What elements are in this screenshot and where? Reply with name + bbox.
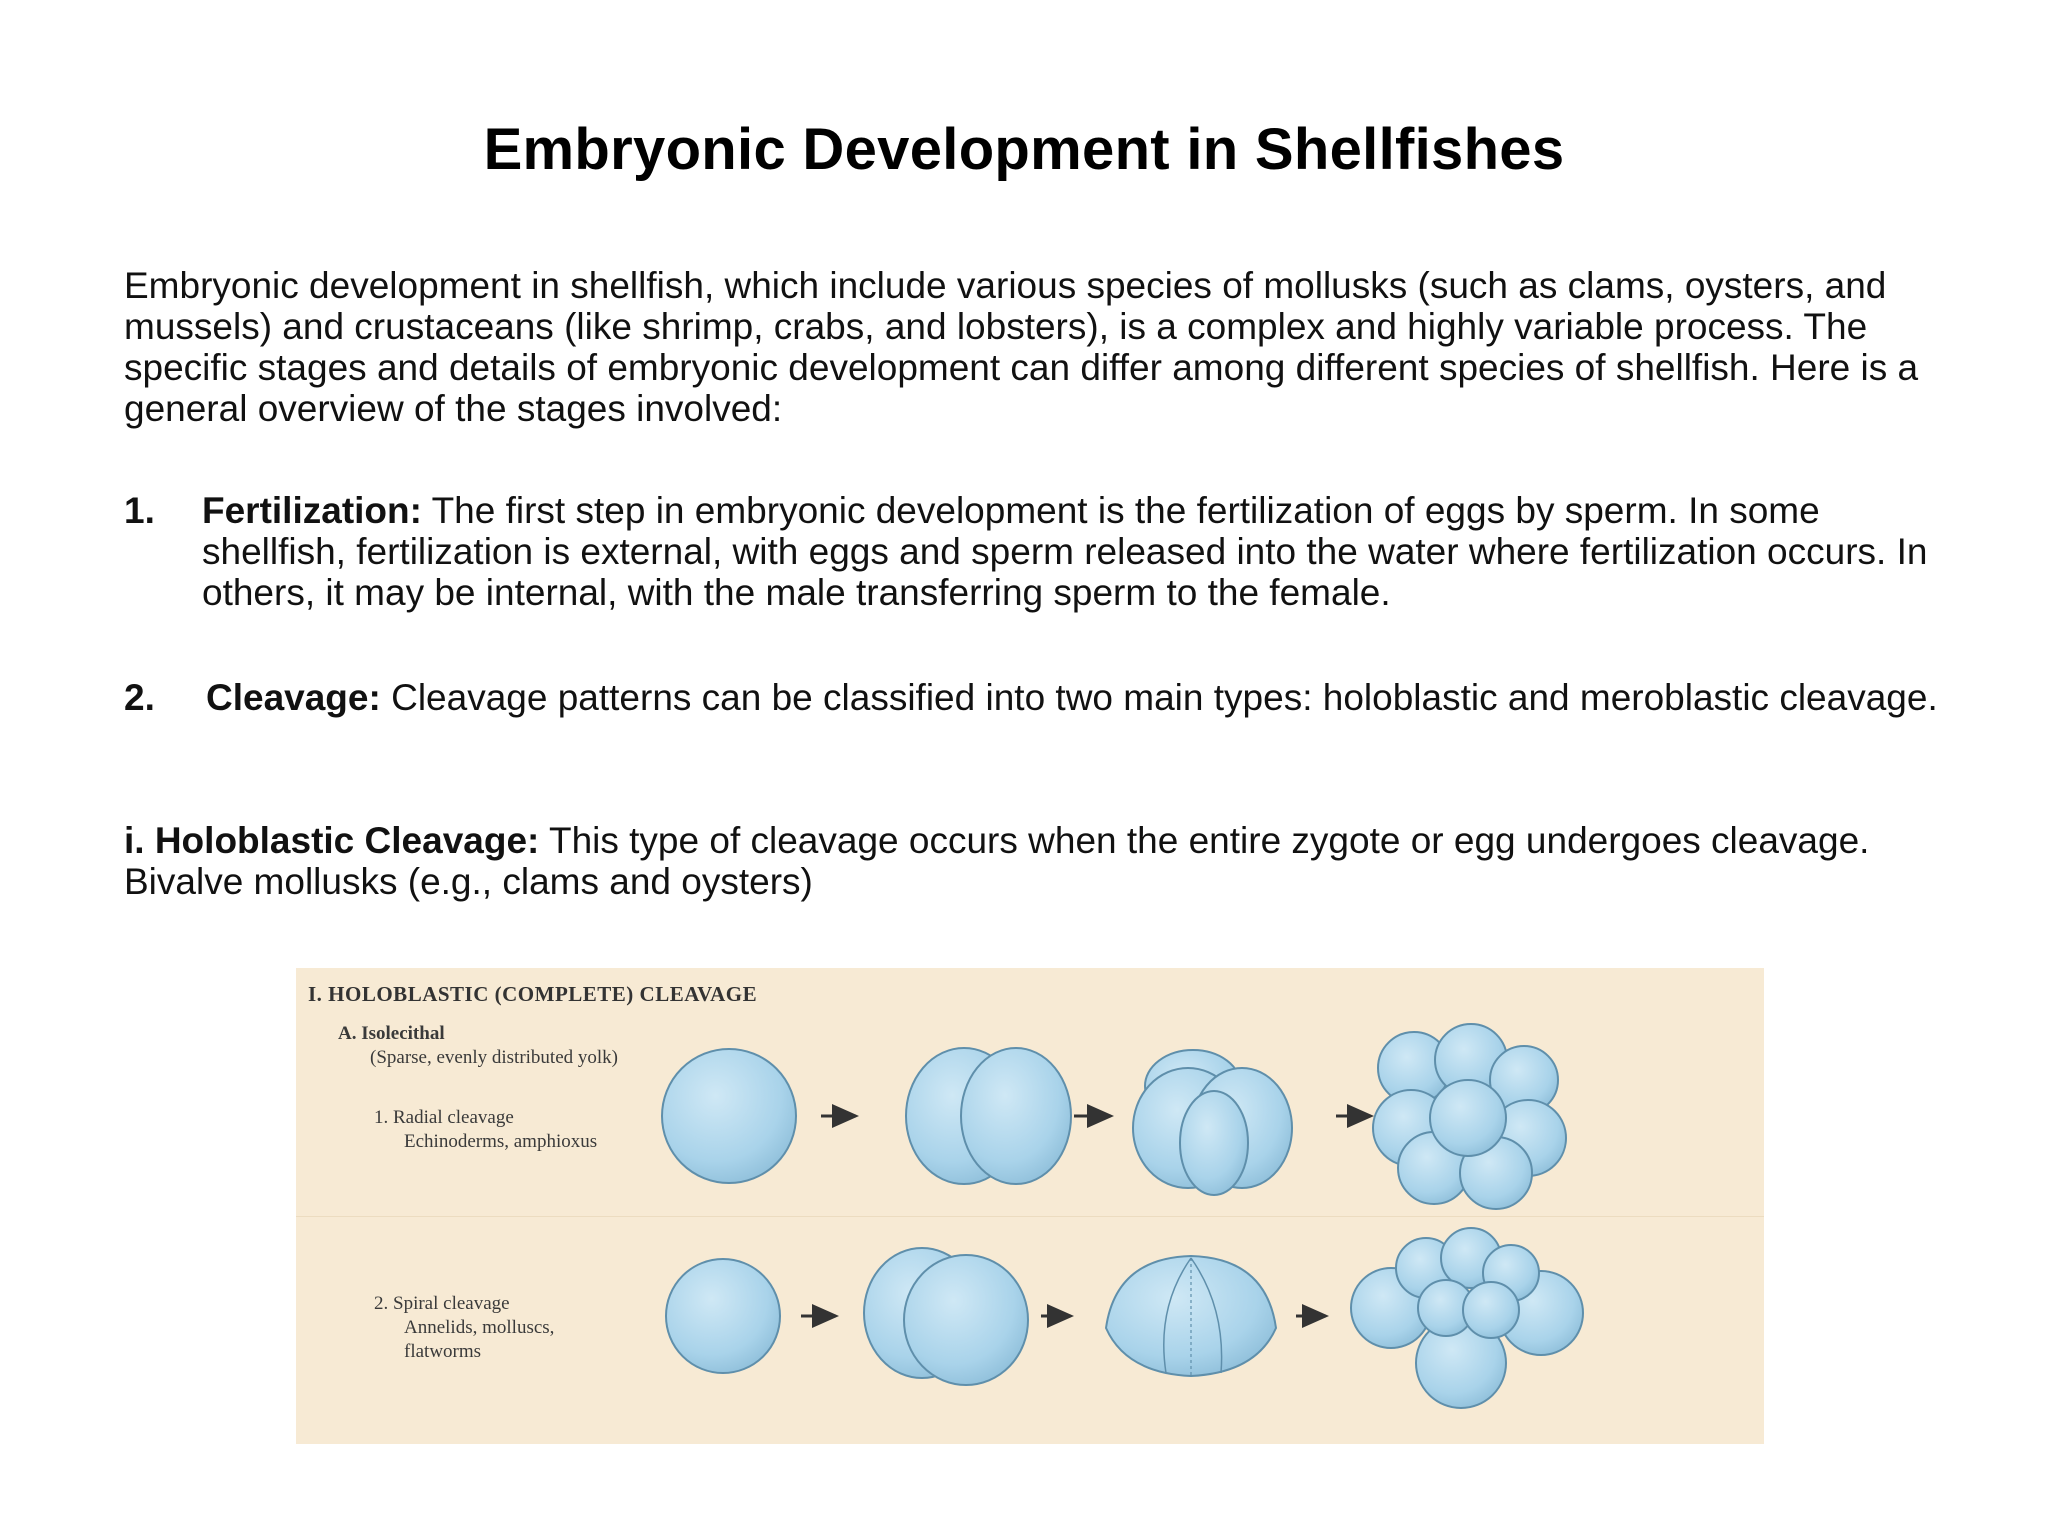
- cleavage-illustration: [296, 968, 1764, 1444]
- cleavage-text: Cleavage patterns can be classified into two main types: holoblastic and meroblastic cleavage.: [380, 677, 1938, 718]
- radial-cleavage-label: 1. Radial cleavage: [374, 1107, 514, 1128]
- radial-cleavage-examples: Echinoderms, amphioxus: [404, 1131, 598, 1152]
- list-item-cleavage: [124, 677, 1954, 718]
- spiral-two-cell-stage: [864, 1248, 1028, 1385]
- list-number: 1.: [124, 490, 155, 531]
- spiral-zygote-cell: [666, 1259, 780, 1373]
- figure-heading: I. HOLOBLASTIC (COMPLETE) CLEAVAGE: [308, 982, 758, 1006]
- radial-zygote-cell: [662, 1049, 796, 1183]
- spiral-cleavage-examples-2: flatworms: [404, 1341, 482, 1362]
- radial-two-cell-stage: [906, 1048, 1071, 1184]
- holoblastic-text: This type of cleavage occurs when the entire zygote or egg undergoes cleavage. Bivalve mollusks (e.g., clams and oysters): [124, 820, 1870, 902]
- radial-eight-cell-stage: [1373, 1024, 1566, 1209]
- list-number: 2.: [124, 677, 155, 718]
- holoblastic-cleavage-figure: [296, 968, 1764, 1444]
- holoblastic-paragraph: [124, 820, 1954, 902]
- fertilization-text: The first step in embryonic development is the fertilization of eggs by sperm. In some shellfish, fertilization is external, with eggs and sperm released into the water where fertilization occurs. In others, it may be internal, with the male transferring sperm to the female.: [202, 490, 1928, 613]
- figure-category-note: (Sparse, evenly distributed yolk): [370, 1047, 619, 1068]
- spiral-eight-cell-stage: [1351, 1228, 1583, 1408]
- radial-four-cell-stage: [1133, 1050, 1292, 1195]
- page-title: Embryonic Development in Shellfishes: [483, 117, 1565, 182]
- spiral-four-cell-stage: [1106, 1256, 1276, 1376]
- term-fertilization: Fertilization:: [202, 490, 422, 531]
- intro-paragraph: Embryonic development in shellfish, which include various species of mollusks (such as clams, oysters, and mussels) and crustaceans (like shrimp, crabs, and lobsters), is a complex and highly variable process. The specific stages and details of embryonic development can differ among different species of shellfish. Here is a general overview of the stages involved:: [124, 265, 1919, 429]
- term-cleavage: Cleavage:: [206, 677, 381, 718]
- list-item-fertilization: [124, 490, 1954, 613]
- figure-category-label: A. Isolecithal: [338, 1023, 445, 1044]
- spiral-cleavage-examples-1: Annelids, molluscs,: [404, 1317, 555, 1338]
- term-holoblastic: i. Holoblastic Cleavage:: [124, 820, 540, 861]
- list-item-body: [202, 490, 1954, 613]
- spiral-cleavage-label: 2. Spiral cleavage: [374, 1293, 510, 1314]
